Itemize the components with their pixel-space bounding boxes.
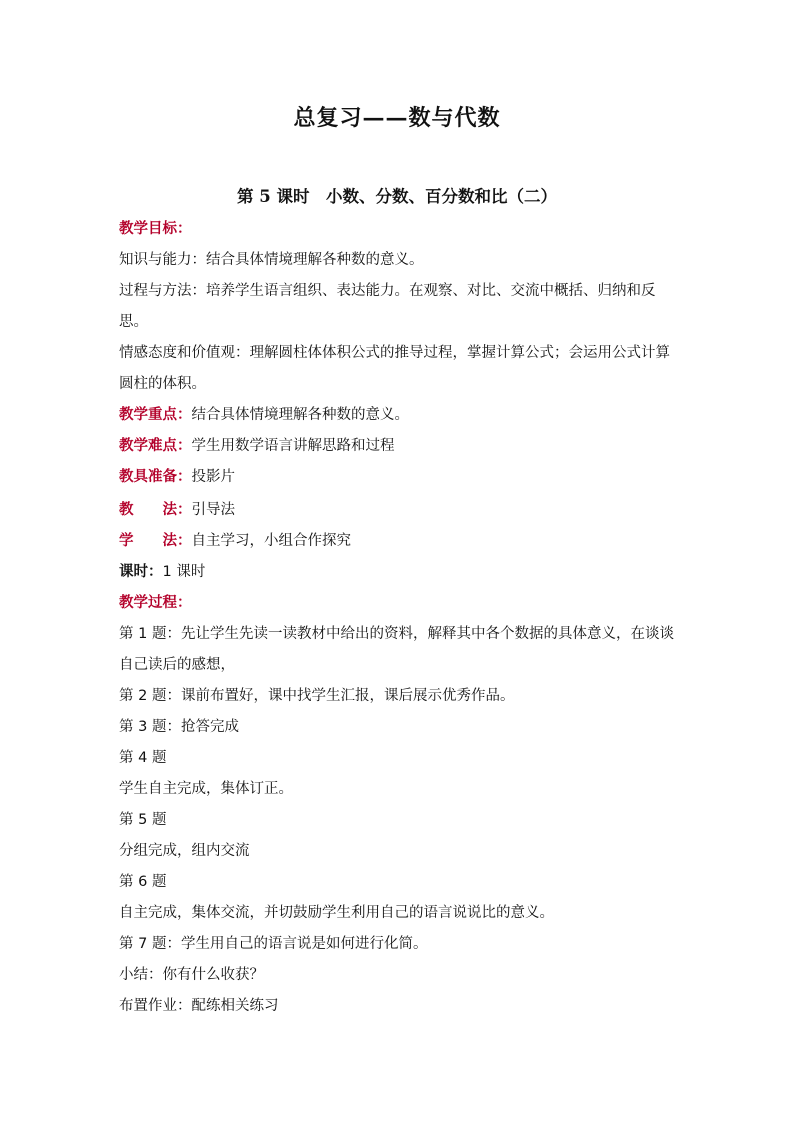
process-step-5: 第 5 题	[119, 812, 167, 828]
process-step-6: 第 6 题	[119, 874, 167, 890]
lesson-subtitle: 第 5 课时 小数、分数、百分数和比（二）	[237, 187, 557, 206]
tools-row	[119, 462, 679, 493]
objective-attitude: 情感态度和价值观：理解圆柱体体积公式的推导过程，掌握计算公式；会运用公式计算圆柱的体积。	[119, 345, 670, 392]
teaching-method-text: 引导法	[191, 502, 235, 518]
process-step-4-note: 学生自主完成，集体订正。	[119, 781, 293, 797]
difficulty-label: 教学难点：	[119, 438, 192, 454]
summary-question: 小结：你有什么收获？	[119, 967, 264, 983]
process-step-6-note: 自主完成，集体交流，并切鼓励学生利用自己的语言说说比的意义。	[119, 905, 554, 921]
objectives-label: 教学目标：	[119, 221, 192, 237]
learning-method-label: 学 法：	[119, 533, 192, 549]
key-point-row	[119, 400, 679, 431]
learning-method-row	[119, 526, 679, 557]
learning-method-text: 自主学习，小组合作探究	[191, 533, 351, 549]
teaching-method-row	[119, 495, 679, 526]
periods-row	[119, 557, 679, 588]
difficulty-text: 学生用数学语言讲解思路和过程	[191, 438, 395, 454]
periods-text: 1 课时	[162, 564, 206, 580]
tools-text: 投影片	[191, 469, 235, 485]
homework-assignment: 布置作业：配练相关练习	[119, 998, 279, 1014]
process-step-1: 第 1 题：先让学生先读一读教材中给出的资料，解释其中各个数据的具体意义，在谈谈自己读后的感想，	[119, 626, 674, 673]
process-step-4: 第 4 题	[119, 750, 167, 766]
objective-knowledge: 知识与能力：结合具体情境理解各种数的意义。	[119, 252, 424, 268]
process-heading	[119, 588, 679, 619]
process-step-2: 第 2 题：课前布置好，课中找学生汇报，课后展示优秀作品。	[119, 688, 515, 704]
process-label: 教学过程：	[119, 595, 192, 611]
key-point-text: 结合具体情境理解各种数的意义。	[191, 407, 409, 423]
process-step-5-note: 分组完成，组内交流	[119, 843, 250, 859]
tools-label: 教具准备：	[119, 469, 192, 485]
process-step-7: 第 7 题：学生用自己的语言说是如何进行化简。	[119, 936, 428, 952]
difficulty-row	[119, 431, 679, 462]
periods-label: 课时：	[119, 564, 163, 580]
document-title: 总复习——数与代数	[293, 105, 501, 131]
objectives-heading	[119, 214, 679, 245]
lesson-content	[119, 214, 679, 1022]
teaching-method-label: 教 法：	[119, 502, 192, 518]
objective-process: 过程与方法：培养学生语言组织、表达能力。在观察、对比、交流中概括、归纳和反思。	[119, 283, 656, 330]
process-step-3: 第 3 题：抢答完成	[119, 719, 239, 735]
key-point-label: 教学重点：	[119, 407, 192, 423]
